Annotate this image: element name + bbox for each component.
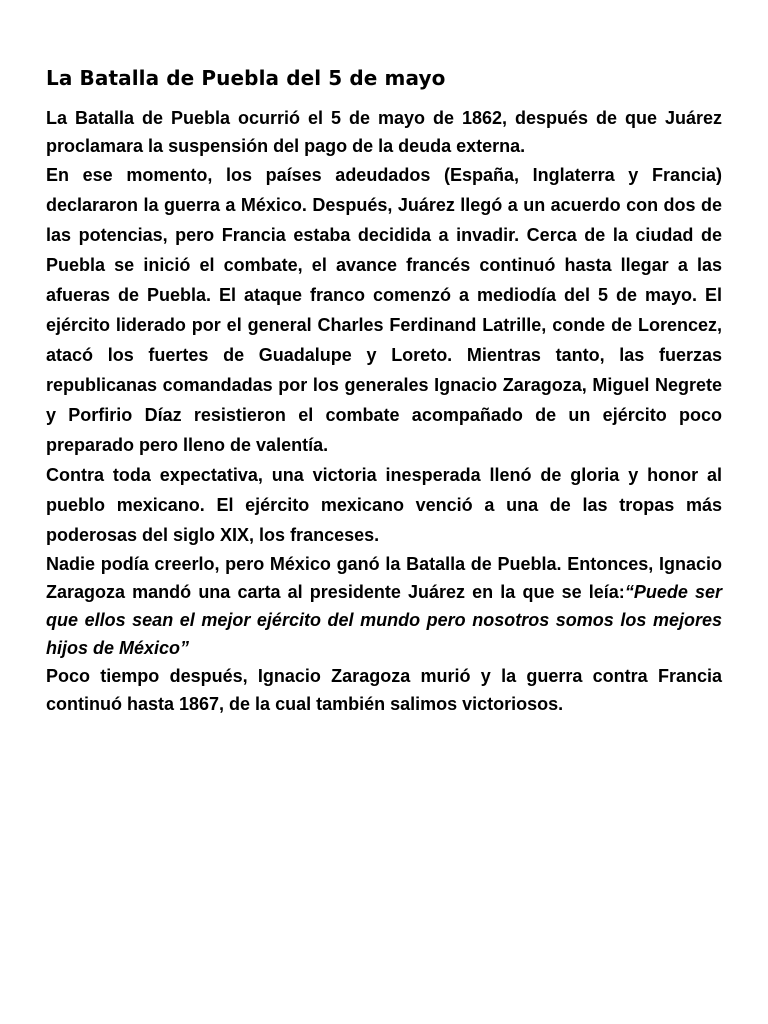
paragraph-2: En ese momento, los países adeudados (España, Inglaterra y Francia) declararon la guerra a México. Después, Juárez llegó a un acuerdo con dos de las potencias, pero Francia estaba decidida a invadir. Cerca de la ciudad de Puebla se inició el combate, el avance francés continuó hasta llegar a las afueras de Puebla. El ataque franco comenzó a mediodía del 5 de mayo. El ejército liderado por el general Charles Ferdinand Latrille, conde de Lorencez, atacó los fuertes de Guadalupe y Loreto. Mientras tanto, las fuerzas republicanas comandadas por los generales Ignacio Zaragoza, Miguel Negrete y Porfirio Díaz resistieron el combate acompañado de un ejército poco preparado pero lleno de valentía. xyxy=(46,165,722,455)
paragraph-3: Contra toda expectativa, una victoria inesperada llenó de gloria y honor al pueblo mexicano. El ejército mexicano venció a una de las tropas más poderosas del siglo XIX, los franceses. xyxy=(46,465,722,545)
paragraph-4 xyxy=(46,550,722,662)
paragraph-4-intro: Nadie podía creerlo, pero México ganó la Batalla de Puebla. Entonces, Ignacio Zaragoza mandó una carta al presidente Juárez en la que se leía: xyxy=(46,554,722,602)
paragraph-5: Poco tiempo después, Ignacio Zaragoza murió y la guerra contra Francia continuó hasta 1867, de la cual también salimos victoriosos. xyxy=(46,666,722,714)
paragraph-1: La Batalla de Puebla ocurrió el 5 de mayo de 1862, después de que Juárez proclamara la suspensión del pago de la deuda externa. xyxy=(46,108,722,156)
zaragoza-quote: “Puede ser que ellos sean el mejor ejército del mundo pero nosotros somos los mejores hijos de México” xyxy=(46,582,723,658)
document-page xyxy=(46,62,722,718)
document-title: La Batalla de Puebla del 5 de mayo xyxy=(46,66,446,90)
